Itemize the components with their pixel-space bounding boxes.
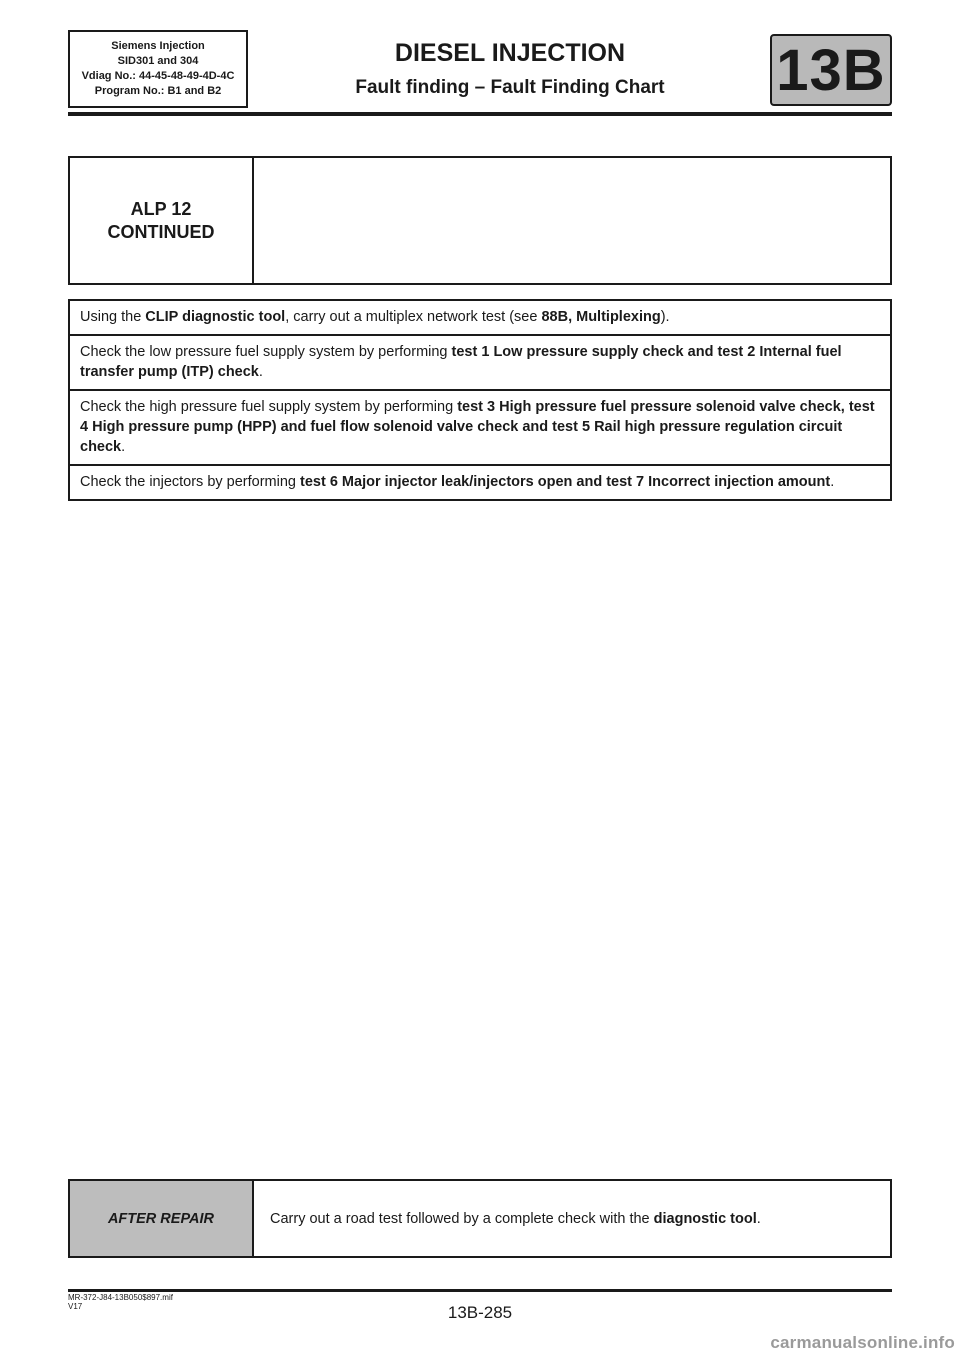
step-text: . (121, 439, 126, 455)
after-repair-text: . (756, 1210, 761, 1227)
step-bold-text: test 3 High pressure fuel pressure solenoid valve check, test 4 High pressure pump (HPP) and fuel flow solenoid valve check and test 5 Rail high pressure regulation circuit check (80, 399, 875, 455)
step-bold-text: 88B, Multiplexing (541, 309, 661, 325)
step-text: . (258, 364, 263, 380)
step-text: Check the low pressure fuel supply system by performing (80, 344, 452, 360)
after-repair-instruction (254, 1181, 890, 1256)
site-watermark: carmanualsonline.info (770, 1333, 955, 1352)
step-injector-check (70, 466, 890, 499)
alp-header-table (68, 156, 892, 285)
id-line-sid: SID301 and 304 (117, 55, 199, 67)
alp-continued: CONTINUED (107, 221, 215, 242)
id-line-vdiag: Vdiag No.: 44-45-48-49-4D-4C (81, 70, 235, 82)
alp-description-cell (254, 158, 890, 283)
step-text: ). (660, 309, 670, 325)
after-repair-label: AFTER REPAIR (70, 1181, 254, 1256)
step-text: , carry out a multiplex network test (see (285, 309, 542, 325)
step-bold-text: test 6 Major injector leak/injectors open and test 7 Incorrect injection amount (300, 474, 831, 490)
id-line-injection: Siemens Injection (111, 40, 205, 52)
vehicle-id-box (68, 30, 248, 108)
alp-label-cell (70, 158, 254, 283)
step-multiplex-test (70, 301, 890, 336)
step-low-pressure-check (70, 336, 890, 391)
after-repair-text: Carry out a road test followed by a complete check with the (270, 1210, 654, 1227)
footer-divider (68, 1289, 892, 1292)
step-text: Check the injectors by performing (80, 474, 301, 490)
step-bold-text: CLIP diagnostic tool (145, 309, 286, 325)
steps-table (68, 299, 892, 501)
page-subtitle: Fault finding – Fault Finding Chart (355, 77, 665, 98)
section-badge: 13B (770, 34, 892, 106)
header-divider (68, 112, 892, 116)
document-version: V17 (68, 1302, 83, 1311)
step-text: Using the (80, 309, 146, 325)
step-bold-text: test 1 Low pressure supply check and test 2 Internal fuel transfer pump (ITP) check (80, 344, 842, 380)
page-number: 13B-285 (447, 1303, 513, 1322)
step-text: Check the high pressure fuel supply system by performing (80, 399, 458, 415)
id-line-program: Program No.: B1 and B2 (94, 85, 222, 97)
document-reference: MR-372-J84-13B050$897.mif (68, 1293, 173, 1302)
step-text: . (830, 474, 835, 490)
after-repair-bold-text: diagnostic tool (653, 1210, 757, 1227)
step-high-pressure-check (70, 391, 890, 466)
page-title: DIESEL INJECTION (394, 39, 626, 67)
alp-number: ALP 12 (130, 198, 192, 219)
after-repair-table (68, 1179, 892, 1258)
